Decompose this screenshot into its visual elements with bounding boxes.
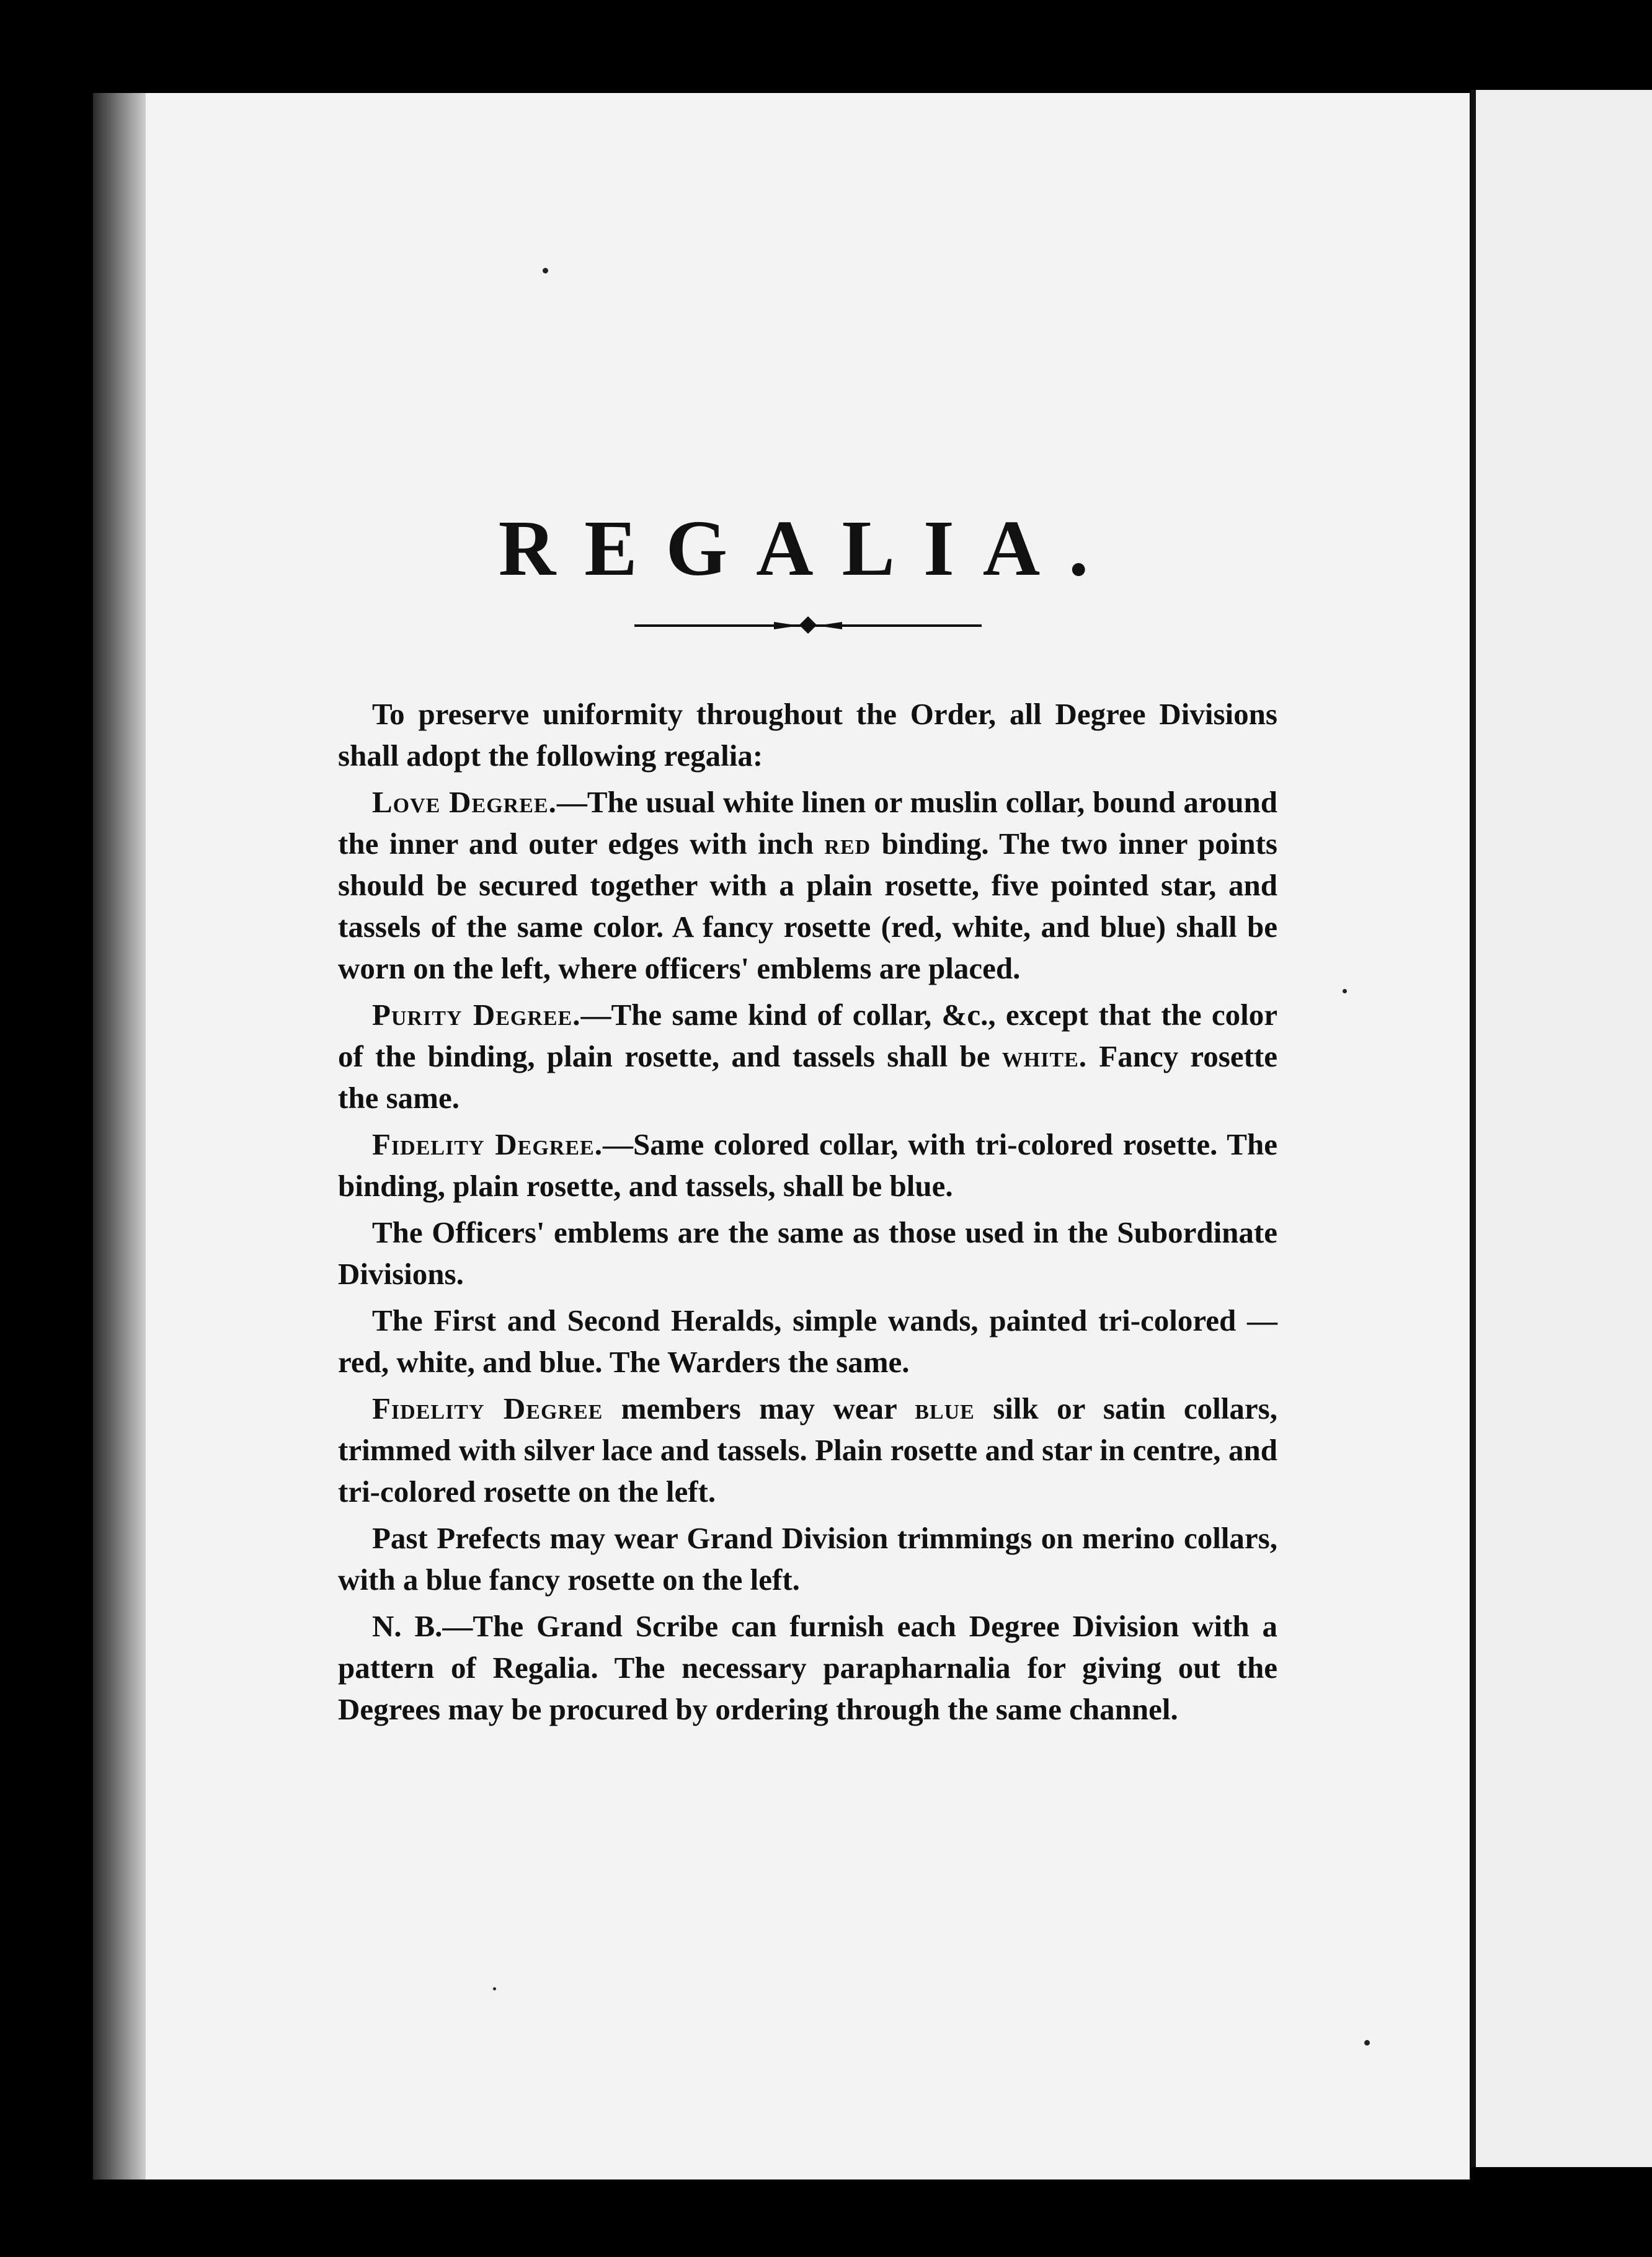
binding-shadow <box>93 93 146 2179</box>
paragraph-fidelity-degree: Fidelity Degree.—Same colored collar, with tri-colored rosette. The binding, plain rosette, and tassels, shall be blue. <box>338 1127 1277 1203</box>
degree-heading: Fidelity Degree. <box>372 1127 603 1161</box>
paragraph-fidelity-members: Fidelity Degree members may wear blue silk or satin collars, trimmed with silver lace and tassels. Plain rosette and star in centre, and tri-colored rosette on the left. <box>338 1391 1277 1509</box>
paragraph-intro: To preserve uniformity throughout the Order, all Degree Divisions shall adopt the following regalia: <box>338 697 1277 773</box>
speck <box>1343 989 1347 993</box>
color-emphasis: blue <box>915 1391 975 1426</box>
paragraph-officers: The Officers' emblems are the same as those used in the Subordinate Divisions. <box>338 1215 1277 1291</box>
document-body <box>338 504 1278 1735</box>
facing-page-edge <box>1471 90 1652 2167</box>
title-ornament-rule <box>634 613 982 637</box>
color-emphasis: white. <box>1001 1039 1088 1073</box>
speck <box>493 1987 496 1990</box>
degree-heading: Purity Degree. <box>372 998 581 1032</box>
paragraph-heralds: The First and Second Heralds, simple wands, painted tri-colored —red, white, and blue. The Warders the same. <box>338 1303 1277 1379</box>
degree-heading: Love Degree. <box>372 785 557 819</box>
color-emphasis: red <box>824 827 871 861</box>
paragraph-love-degree: Love Degree.—The usual white linen or muslin collar, bound around the inner and outer edges with inch red binding. The two inner points should be secured together with a plain rosette, five pointed star, and tassels of the same color. A fancy rosette (red, white, and blue) shall be worn on the left, where officers' emblems are placed. <box>338 785 1278 985</box>
paragraph-nb: N. B.—The Grand Scribe can furnish each Degree Division with a pattern of Regalia. The necessary parapharnalia for giving out the Degrees may be procured by ordering through the same channel. <box>338 1609 1277 1726</box>
page-title: REGALIA. <box>498 504 1117 592</box>
speck <box>1364 2040 1370 2046</box>
paragraph-past-prefects: Past Prefects may wear Grand Division trimmings on merino collars, with a blue fancy rosette on the left. <box>338 1521 1277 1597</box>
speck <box>543 268 548 273</box>
degree-heading: Fidelity Degree <box>372 1391 603 1426</box>
paragraph-purity-degree: Purity Degree.—The same kind of collar, &c., except that the color of the binding, plain rosette, and tassels shall be white. Fancy rosette the same. <box>338 998 1278 1115</box>
